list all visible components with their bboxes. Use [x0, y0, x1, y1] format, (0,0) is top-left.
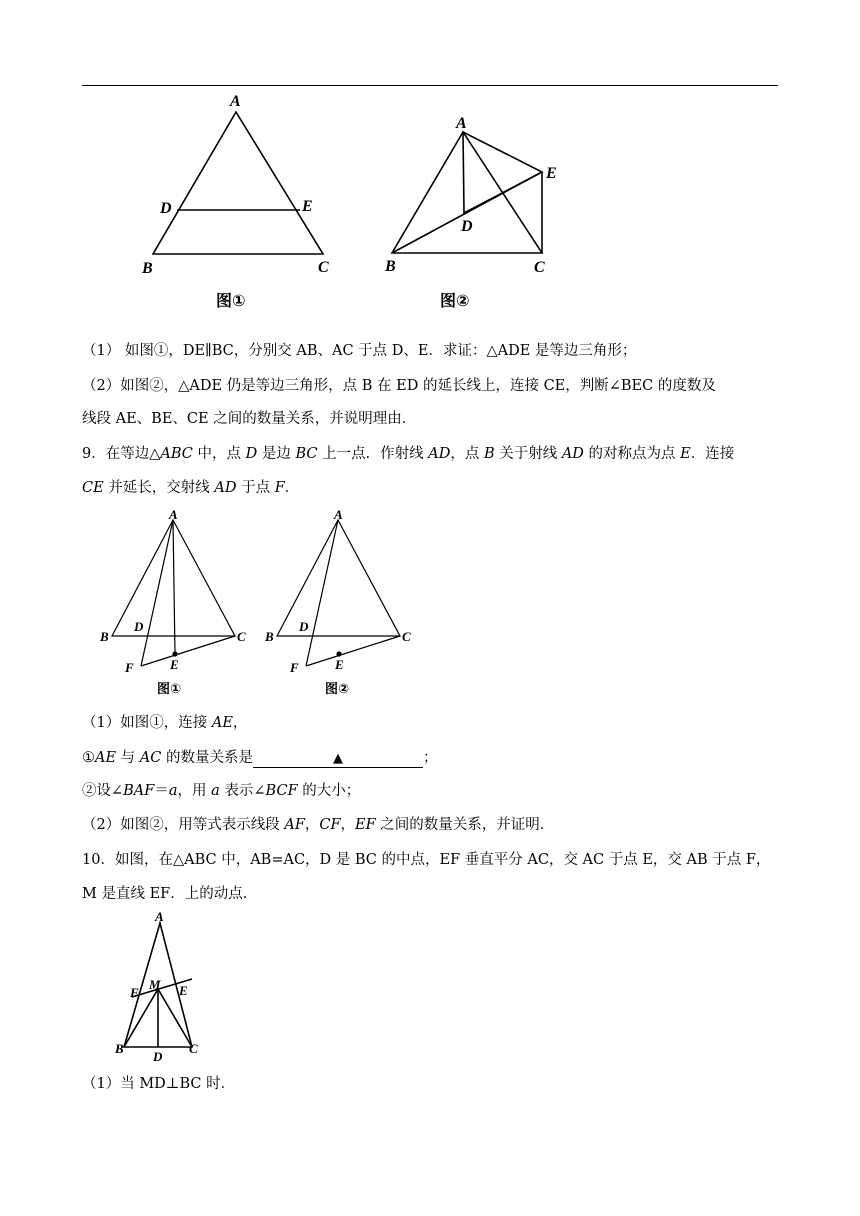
- q9-stem-line1: 9．在等边△ABC 中，点 D 是边 BC 上一点．作射线 AD，点 B 关于射线 AD 的对称点为点 E．连接: [82, 446, 735, 462]
- answer-blank: ▲: [253, 751, 423, 768]
- q9-sub1: ①AE 与 AC 的数量关系是 ▲ ；: [82, 750, 438, 766]
- label-f: F: [125, 660, 134, 675]
- triangle-ade: [463, 132, 542, 213]
- q9-part2: （2）如图②，用等式表示线段 AF，CF，EF 之间的数量关系，并证明．: [82, 817, 555, 833]
- label-a: A: [169, 507, 178, 522]
- figure-caption: 图②: [325, 682, 350, 697]
- label-f: F: [290, 660, 299, 675]
- label-a: A: [155, 909, 164, 924]
- segment-be: [392, 172, 542, 253]
- label-d: D: [461, 218, 473, 235]
- triangle-abc: [277, 520, 400, 636]
- label-e: E: [546, 165, 557, 182]
- figure-5: [110, 905, 220, 1065]
- label-e: E: [179, 983, 188, 998]
- figure-caption: 图①: [157, 682, 182, 697]
- label-b: B: [100, 629, 109, 644]
- point-e: [172, 651, 177, 656]
- q8-part2-line2: 线段 AE、BE、CE 之间的数量关系，并说明理由．: [82, 411, 417, 427]
- label-c: C: [318, 259, 329, 276]
- q10-stem-line1: 10．如图，在△ABC 中，AB=AC，D 是 BC 的中点，EF 垂直平分 AC，交 AC 于点 E，交 AB 于点 F，: [82, 852, 771, 868]
- figure-2: [380, 108, 580, 318]
- label-a: A: [230, 93, 241, 110]
- label-c: C: [534, 259, 545, 276]
- figure-1: [130, 88, 350, 318]
- figure-3: [95, 505, 255, 700]
- q10-part1: （1）当 MD⊥BC 时．: [82, 1076, 236, 1092]
- figure-4: [260, 505, 420, 700]
- q9-part1: （1）如图①，连接 AE，: [82, 715, 248, 731]
- label-b: B: [385, 258, 396, 275]
- label-d: D: [160, 200, 172, 217]
- q9-sub2: ②设∠BAF＝a，用 a 表示∠BCF 的大小；: [82, 783, 361, 799]
- label-b: B: [142, 260, 153, 277]
- q8-part1: （1） 如图①，DE∥BC，分别交 AB、AC 于点 D、E．求证：△ADE 是等边三角形；: [82, 343, 637, 359]
- figure-caption: 图①: [216, 291, 246, 310]
- label-f: F: [130, 985, 139, 1000]
- label-m: M: [149, 977, 161, 992]
- label-a: A: [334, 507, 343, 522]
- label-b: B: [115, 1041, 124, 1056]
- label-d: D: [299, 619, 309, 634]
- label-e: E: [335, 657, 344, 672]
- label-d: D: [153, 1049, 163, 1064]
- segment-cf: [306, 636, 400, 666]
- q8-part2-line1: （2）如图②，△ADE 仍是等边三角形，点 B 在 ED 的延长线上，连接 CE，判断∠BEC 的度数及: [82, 378, 716, 394]
- label-d: D: [134, 619, 144, 634]
- ray-ad: [141, 520, 173, 666]
- label-c: C: [189, 1041, 198, 1056]
- point-e: [336, 651, 341, 656]
- q9-stem-line2: CE 并延长，交射线 AD 于点 F．: [82, 480, 300, 496]
- triangle-abc: [153, 112, 323, 254]
- figure-caption: 图②: [440, 291, 470, 310]
- header-rule: [82, 85, 778, 86]
- label-c: C: [402, 629, 411, 644]
- segment-ae: [173, 520, 175, 654]
- label-c: C: [237, 629, 246, 644]
- q10-stem-line2: M 是直线 EF．上的动点．: [82, 886, 258, 902]
- ray-ad: [306, 520, 338, 666]
- label-e: E: [170, 657, 179, 672]
- segment-cf: [141, 636, 235, 666]
- label-e: E: [302, 198, 313, 215]
- label-b: B: [265, 629, 274, 644]
- label-a: A: [456, 115, 467, 132]
